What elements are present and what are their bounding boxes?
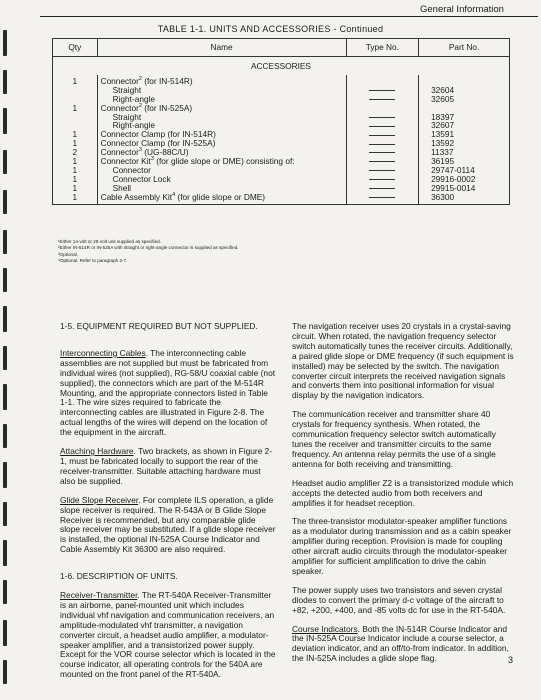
type-dash [369,152,395,153]
footnote-ref: 3 [150,156,154,163]
binder-mark [3,268,7,292]
type-dash [369,99,395,100]
run-in-title: Receiver-Transmitter [60,590,138,601]
run-in-title: Attaching Hardware [60,446,134,457]
cell-type-no [346,121,418,130]
table-header-row [53,39,510,57]
cell-part-no: 36300 [419,193,510,204]
paragraph-text: . The RT-540A Receiver-Transmitter is an airborne, panel-mounted unit which includes individual vhf navigation and communication receivers, an amplitude-modulated vhf transmitter, a navigation converter circuit, a headset audio amplifier, a modulator-speaker amplifier, and a transistorized power supply. Except for the VOR course selector which is located in the course indicator, all operating controls for the 540A are mounted on the front panel of the RT-540A. [60,590,276,680]
cell-type-no [346,184,418,193]
item-qualifier: (for IN-525A) [141,102,193,113]
item-name: Connector [112,164,151,175]
item-name: Connector Lock [112,173,171,184]
paragraph-modulator-speaker: The three-transistor modulator-speaker amplifier functions as a modulator during transmission and as a cabin speaker amplifier during reception. Provision is made for coupling other aircraft audio circuits through the modulator-speaker amplifier for sufficient amplification to drive the cabin speaker. [292,516,512,576]
cell-qty: 1 [53,193,98,204]
type-dash [369,117,395,118]
cell-part-no: 29747-0114 [419,166,510,175]
table-footnotes [58,239,239,264]
cell-part-no: 36195 [419,157,510,166]
item-name: Connector Kit [100,156,151,167]
type-dash [369,188,395,189]
cell-type-no [346,166,418,175]
footnote-ref: 2 [138,75,142,82]
cell-type-no [346,157,418,166]
item-name: Connector Clamp (for IN-525A) [100,138,216,149]
binder-mark [3,384,7,410]
cell-qty: 1 [53,104,98,113]
right-text-column [292,322,514,664]
column-header-type-no: Type No. [346,39,418,57]
table-title: TABLE 1-1. UNITS AND ACCESSORIES - Continued [157,24,384,34]
cell-qty: 1 [53,175,98,184]
cell-type-no [346,113,418,122]
section-heading-1-5: 1-5. EQUIPMENT REQUIRED BUT NOT SUPPLIED. [60,321,258,331]
binder-mark [3,70,7,94]
run-in-title: Interconnecting Cables [60,347,146,358]
binder-mark [3,462,7,488]
cell-name [97,175,346,184]
type-dash [369,170,395,171]
column-header-qty: Qty [53,39,98,57]
cell-part-no: 13592 [419,139,510,148]
accessories-table [52,38,510,205]
type-dash [369,179,395,180]
item-name: Connector Clamp (for IN-514R) [100,129,216,140]
cell-part-no: 32604 [419,86,510,95]
page-number: 3 [508,655,514,665]
footnote-ref: 4 [172,191,176,198]
binder-mark [3,150,7,174]
cell-qty: 1 [53,166,98,175]
item-qualifier: (for glide slope or DME) consisting of: [153,156,295,167]
item-qualifier: (for glide slope or DME) [175,191,266,202]
cell-qty: 1 [53,130,98,139]
column-header-part-no: Part No. [419,39,510,57]
item-qualifier: (for IN-514R) [141,75,193,86]
cell-part-no: 18397 [419,113,510,122]
type-dash [369,197,395,198]
footnote: ¹Either 14-volt or 28-volt unit supplied as specified. [58,239,161,244]
cell-type-no [346,104,418,113]
cell-type-no [346,86,418,95]
cell-type-no [346,95,418,104]
item-name: Straight [112,111,142,122]
section-header: General Information [420,4,504,15]
cell-type-no [346,193,418,204]
paragraph-receiver-transmitter [60,591,276,680]
run-in-title: Course Indicators [292,623,358,634]
binder-mark [3,580,7,604]
cell-qty: 1 [53,157,98,166]
cell-type-no [346,139,418,148]
table-section-row [53,57,510,75]
left-text-column [60,322,276,680]
run-in-title: Glide Slope Receiver [60,494,139,505]
binder-mark [3,346,7,370]
cell-qty [53,86,98,95]
item-name: Cable Assembly Kit [100,191,173,202]
cell-qty: 2 [53,148,98,157]
paragraph-text: . Two brackets, as shown in Figure 2-1, must be fabricated locally to support the rear of the receiver-transmitter. Suitable attaching hardware must also be supplied. [60,446,273,486]
cell-type-no [346,175,418,184]
item-name: Shell [112,182,132,193]
binder-mark [3,540,7,566]
paragraph-interconnecting-cables [60,349,276,438]
footnote-ref: 2 [138,102,142,109]
binder-mark [3,620,7,646]
footnote: ²Either IN-514R or IN-525A with straight or right-angle connector is supplied as specified. [58,245,239,251]
paragraph-attaching-hardware [60,447,276,487]
paragraph-power-supply: The power supply uses two transistors and seven crystal diodes to convert the primary d-c voltage of the aircraft to +82, +200, +400, and -85 volts dc for use in the RT-540A. [292,584,506,615]
cell-part-no: 13591 [419,130,510,139]
type-dash [369,144,395,145]
cell-qty: 1 [53,139,98,148]
item-name: Connector [100,147,139,158]
cell-type-no [346,75,418,86]
paragraph-course-indicators [292,625,514,665]
binder-mark [3,424,7,448]
type-dash [369,135,395,136]
paragraph-text: . For complete ILS operation, a glide slope receiver is required. The R-543A or B Glide Slope Receiver is recommended, but any comparable glide slope receiver may be substituted. If a glide slope receiver is installed, the optional IN-525A Course Indicator and Cable Assembly Kit 36300 are also required. [60,494,276,555]
cell-part-no: 11337 [419,148,510,157]
binder-mark [3,190,7,214]
cell-qty [53,113,98,122]
cell-name [97,193,346,204]
type-dash [369,126,395,127]
binder-mark [3,660,7,684]
paragraph-text: . Both the IN-514R Course Indicator and the IN-525A Course Indicator include a course selector, a deviation indicator, and an off/to-from indicator. In addition, the IN-525A includes a glide slope flag. [292,623,509,664]
paragraph-navigation-receiver: The navigation receiver uses 20 crystals in a crystal-saving circuit. When rotated, the navigation frequency selector switch automatically tunes the receiver circuits. Additionally, a paired glide slope or DME frequency (if such equipment is installed) may be selected by the switch. The navigation converter circuit interprets the received navigation signals and converts them into positional information for visual display by the navigation indicators. [292,321,514,401]
item-qualifier: (UG-88C/U) [141,147,189,158]
item-name: Right-angle [112,120,156,131]
cell-qty: 1 [53,75,98,86]
table-row [53,193,510,204]
type-dash [369,90,395,91]
binder-mark [3,502,7,526]
binder-mark [3,306,7,332]
cell-part-no: 29915-0014 [419,184,510,193]
item-name: Straight [112,84,142,95]
type-dash [369,161,395,162]
item-name: Right-angle [112,93,156,104]
paragraph-communication-receiver: The communication receiver and transmitter share 40 crystals for frequency synthesis. When rotated, the communication frequency selector switch automatically tunes the receiver and transmitter circuits to the same frequency. An antenna relay permits the use of a single antenna for both receiving and transmitting. [292,409,496,469]
paragraph-text: . The interconnecting cable assemblies are not supplied but must be fabricated from individual wires (not supplied), RG-58/U coaxial cable (not supplied), the connectors which are part of the M-514R Mounting, and the appropriate connectors listed in Table 1-1. The wire sizes required to fabricate the interconnecting cables are illustrated in Figure 2-8. The actual lengths of the wires will depend on the location of the equipment in the aircraft. [60,347,276,438]
paragraph-headset-amplifier: Headset audio amplifier Z2 is a transistorized module which accepts the detected audio from both receivers and amplifies it for headset reception. [292,477,514,508]
cell-part-no: 32605 [419,95,510,104]
item-name: Connector [100,75,139,86]
header-rule [40,16,538,17]
footnote: ³Optional. [58,251,78,257]
cell-type-no [346,148,418,157]
cell-part-no: 32607 [419,121,510,130]
footnote: ⁴Optional. Refer to paragraph 2-7. [58,257,128,263]
binder-mark [3,108,7,134]
table-section-label: ACCESSORIES [53,57,510,75]
paragraph-glide-slope-receiver [60,496,276,555]
item-name: Connector [100,102,139,113]
section-heading-1-6: 1-6. DESCRIPTION OF UNITS. [60,571,178,582]
cell-qty: 1 [53,184,98,193]
footnote-ref: 3 [138,147,142,154]
cell-part-no: 29916-0002 [419,175,510,184]
column-header-name: Name [97,39,346,57]
cell-type-no [346,130,418,139]
binder-mark [3,230,7,254]
